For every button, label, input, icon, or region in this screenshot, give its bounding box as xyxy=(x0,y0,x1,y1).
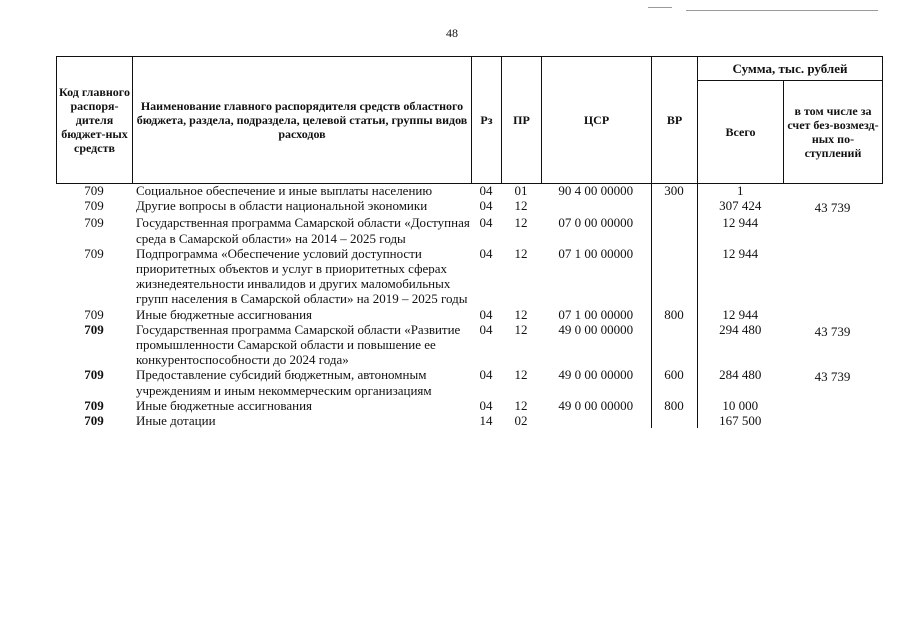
row-rz: 04 xyxy=(479,198,493,214)
row-code: 709 xyxy=(84,413,104,429)
row-pr: 12 xyxy=(514,321,528,337)
row-vr xyxy=(651,215,697,245)
row-csr xyxy=(541,198,651,215)
row-rz: 04 xyxy=(479,321,493,337)
header-total: Всего xyxy=(698,81,784,184)
page-number: 48 xyxy=(446,26,458,40)
scan-line xyxy=(648,7,672,8)
row-vr: 600 xyxy=(651,367,697,397)
row-free xyxy=(783,307,882,322)
row-csr: 90 4 00 00000 xyxy=(558,183,634,198)
row-total: 12 944 xyxy=(697,246,783,307)
row-csr: 49 0 00 00000 xyxy=(558,367,634,383)
row-code: 709 xyxy=(84,397,104,413)
table-row xyxy=(56,198,882,215)
row-vr xyxy=(651,413,697,428)
row-code: 709 xyxy=(84,306,104,322)
row-csr xyxy=(541,413,651,428)
table-row xyxy=(56,307,882,322)
header-rz: Рз xyxy=(472,57,502,184)
row-code: 709 xyxy=(84,183,104,198)
row-total: 294 480 xyxy=(697,322,783,368)
row-code: 709 xyxy=(84,245,104,261)
row-total: 10 000 xyxy=(697,398,783,413)
row-rz: 04 xyxy=(479,367,493,383)
header-vr: ВР xyxy=(652,57,698,184)
row-rz: 04 xyxy=(479,183,493,198)
row-vr xyxy=(651,246,697,307)
row-name: Иные бюджетные ассигнования xyxy=(136,397,313,413)
row-name: Другие вопросы в области национальной экономики xyxy=(136,198,428,214)
row-csr: 49 0 00 00000 xyxy=(558,321,634,337)
row-csr: 07 1 00 00000 xyxy=(558,245,634,261)
table-row xyxy=(56,367,882,397)
table-row xyxy=(56,398,882,413)
row-pr: 12 xyxy=(514,215,528,231)
table-row xyxy=(56,322,882,368)
row-rz: 14 xyxy=(479,413,493,429)
row-free xyxy=(783,183,882,198)
row-name: Государственная программа Самарской области «Доступная среда в Самарской области» на 2014 – 2025 годы xyxy=(136,215,470,246)
row-total: 1 xyxy=(697,183,783,198)
row-name: Предоставление субсидий бюджетным, автономным учреждениям и иным некоммерческим организациям xyxy=(136,367,432,398)
row-pr: 12 xyxy=(514,198,528,214)
table-row xyxy=(56,183,882,198)
row-csr: 07 1 00 00000 xyxy=(558,306,634,322)
row-vr xyxy=(651,198,697,215)
row-rz: 04 xyxy=(479,245,493,261)
row-pr: 01 xyxy=(514,183,528,198)
budget-table xyxy=(56,183,882,428)
row-free: 43 739 xyxy=(814,200,851,216)
row-rz: 04 xyxy=(479,397,493,413)
row-pr: 12 xyxy=(514,306,528,322)
row-rz: 04 xyxy=(479,215,493,231)
row-total: 284 480 xyxy=(697,367,783,397)
header-csr: ЦСР xyxy=(542,57,652,184)
row-name: Подпрограмма «Обеспечение условий доступности приоритетных объектов и услуг в приоритетных сферах жизнедеятельности инвалидов и других маломобильных групп населения в Самарской области» на 2019 – 2025 годы xyxy=(136,245,468,307)
row-total: 167 500 xyxy=(697,413,783,428)
row-free xyxy=(783,246,882,307)
row-csr: 49 0 00 00000 xyxy=(558,397,634,413)
header-code: Код главного распоря-дителя бюджет-ных средств xyxy=(57,57,133,184)
row-name: Иные дотации xyxy=(136,413,216,429)
row-vr: 300 xyxy=(651,183,697,198)
row-free xyxy=(783,215,882,245)
row-pr: 12 xyxy=(514,367,528,383)
row-pr: 02 xyxy=(514,413,528,429)
header-name: Наименование главного распорядителя средств областного бюджета, раздела, подраздела, целевой статьи, группы видов расходов xyxy=(133,57,472,184)
row-name: Иные бюджетные ассигнования xyxy=(136,306,313,322)
row-pr: 12 xyxy=(514,245,528,261)
row-pr: 12 xyxy=(514,397,528,413)
row-free: 43 739 xyxy=(814,323,851,339)
row-vr xyxy=(651,322,697,368)
row-total: 12 944 xyxy=(697,307,783,322)
row-vr: 800 xyxy=(651,307,697,322)
table-row xyxy=(56,215,882,245)
row-total: 307 424 xyxy=(697,198,783,215)
scan-line xyxy=(686,10,878,11)
table-row xyxy=(56,246,882,307)
row-code: 709 xyxy=(84,215,104,231)
table-row xyxy=(56,413,882,428)
row-free xyxy=(783,413,882,428)
row-code: 709 xyxy=(84,321,104,337)
row-total: 12 944 xyxy=(697,215,783,245)
row-csr: 07 0 00 00000 xyxy=(558,215,634,231)
row-vr: 800 xyxy=(651,398,697,413)
row-name: Социальное обеспечение и иные выплаты населению xyxy=(136,183,433,198)
row-name: Государственная программа Самарской области «Развитие промышленности Самарской области и повышение ее конкурентоспособности до 2024 года» xyxy=(136,321,461,368)
table-header xyxy=(56,56,883,184)
row-free xyxy=(783,398,882,413)
header-free: в том числе за счет без-возмезд-ных по-ступлений xyxy=(784,81,883,184)
row-rz: 04 xyxy=(479,306,493,322)
header-sum: Сумма, тыс. рублей xyxy=(698,57,883,81)
row-code: 709 xyxy=(84,198,104,214)
row-free: 43 739 xyxy=(814,369,851,385)
row-code: 709 xyxy=(84,367,104,383)
header-pr: ПР xyxy=(502,57,542,184)
